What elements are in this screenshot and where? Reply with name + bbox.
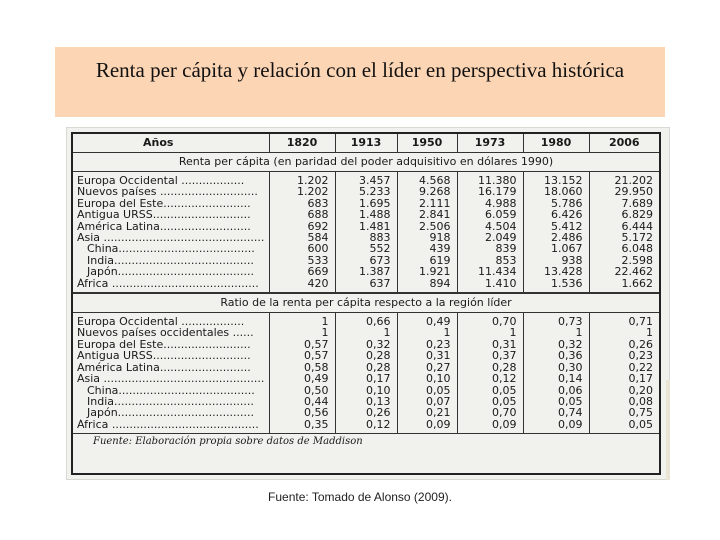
cell-value: 673 [335, 255, 397, 266]
table-row [73, 327, 659, 338]
table-row [73, 396, 659, 407]
cell-value: 5.172 [589, 232, 659, 243]
cell-value: 0,73 [523, 313, 589, 328]
cell-value: 4.568 [397, 172, 457, 187]
cell-value: 4.504 [457, 221, 523, 232]
cell-value: 0,28 [335, 350, 397, 361]
footnote-row [73, 434, 659, 451]
cell-value: 1 [589, 327, 659, 338]
cell-value: 1 [335, 327, 397, 338]
cell-value: 0,09 [397, 419, 457, 434]
table-row [73, 232, 659, 243]
cell-value: 0,75 [589, 407, 659, 418]
cell-value: 0,06 [523, 385, 589, 396]
cell-value: 0,36 [523, 350, 589, 361]
row-label: África .......................................... [73, 278, 269, 293]
cell-value: 0,70 [457, 407, 523, 418]
cell-value: 938 [523, 255, 589, 266]
cell-value: 29.950 [589, 186, 659, 197]
cell-value: 18.060 [523, 186, 589, 197]
row-label: América Latina.......................... [77, 361, 251, 374]
cell-value: 918 [397, 232, 457, 243]
year-header: 2006 [589, 134, 659, 153]
cell-value: 21.202 [589, 172, 659, 187]
cell-value: 0,28 [335, 362, 397, 373]
cell-value: 6.829 [589, 209, 659, 220]
cell-value: 1.536 [523, 278, 589, 293]
cell-value: 0,31 [457, 339, 523, 350]
table-row [73, 419, 659, 434]
cell-value: 1.695 [335, 198, 397, 209]
row-label: Nuevos países ............................ [77, 186, 258, 198]
cell-value: 2.506 [397, 221, 457, 232]
year-header: 1913 [335, 134, 397, 153]
cell-value: 0,58 [269, 362, 335, 373]
income-table [73, 134, 659, 450]
table-row [73, 186, 659, 197]
cell-value: 0,37 [457, 350, 523, 361]
cell-value: 6.426 [523, 209, 589, 220]
cell-value: 0,08 [589, 396, 659, 407]
row-label: Asia .............................................. [77, 232, 265, 244]
table-row [73, 243, 659, 254]
cell-value: 0,35 [269, 419, 335, 434]
cell-value: 0,17 [335, 373, 397, 384]
cell-value: 683 [269, 198, 335, 209]
cell-value: 4.988 [457, 198, 523, 209]
cell-value: 1.387 [335, 266, 397, 277]
cell-value: 692 [269, 221, 335, 232]
table-row [73, 407, 659, 418]
cell-value: 0,66 [335, 313, 397, 328]
cell-value: 0,05 [457, 385, 523, 396]
cell-value: 1.481 [335, 221, 397, 232]
table-frame [71, 132, 661, 475]
cell-value: 883 [335, 232, 397, 243]
cell-value: 552 [335, 243, 397, 254]
scanned-table-image [66, 127, 670, 480]
cell-value: 7.689 [589, 198, 659, 209]
cell-value: 619 [397, 255, 457, 266]
cell-value: 1.067 [523, 243, 589, 254]
cell-value: 0,23 [589, 350, 659, 361]
cell-value: 0,05 [523, 396, 589, 407]
cell-value: 0,70 [457, 313, 523, 328]
cell-value: 600 [269, 243, 335, 254]
row-label: Europa del Este......................... [77, 338, 251, 351]
table-row [73, 209, 659, 220]
cell-value: 13.152 [523, 172, 589, 187]
cell-value: 0,27 [397, 362, 457, 373]
cell-value: 1.662 [589, 278, 659, 293]
cell-value: 839 [457, 243, 523, 254]
cell-value: 0,09 [457, 419, 523, 434]
cell-value: 0,31 [397, 350, 457, 361]
section-title-row [73, 153, 659, 172]
year-header: 1820 [269, 134, 335, 153]
cell-value: 0,44 [269, 396, 335, 407]
cell-value: 1.202 [269, 172, 335, 187]
table-row [73, 385, 659, 396]
year-header: 1980 [523, 134, 589, 153]
table-row [73, 313, 659, 328]
cell-value: 13.428 [523, 266, 589, 277]
cell-value: 1.488 [335, 209, 397, 220]
cell-value: 0,12 [457, 373, 523, 384]
row-label: Antigua URSS............................ [77, 209, 251, 221]
cell-value: 6.048 [589, 243, 659, 254]
cell-value: 0,21 [397, 407, 457, 418]
section-title-row [73, 293, 659, 313]
cell-value: 1 [269, 313, 335, 328]
table-row [73, 255, 659, 266]
row-label: India........................................ [87, 395, 254, 408]
cell-value: 0,20 [589, 385, 659, 396]
table-row [73, 266, 659, 277]
row-label: China....................................... [87, 384, 255, 396]
section1-title: Renta per cápita (en paridad del poder adquisitivo en dólares 1990) [73, 153, 659, 172]
row-label: Europa Occidental .................. [77, 174, 245, 187]
row-label: Nuevos países occidentales ...... [77, 327, 254, 339]
cell-value: 5.786 [523, 198, 589, 209]
cell-value: 0,22 [589, 362, 659, 373]
cell-value: 0,05 [589, 419, 659, 434]
cell-value: 0,05 [457, 396, 523, 407]
cell-value: 669 [269, 266, 335, 277]
cell-value: 0,57 [269, 350, 335, 361]
cell-value: 0,17 [589, 373, 659, 384]
cell-value: 0,71 [589, 313, 659, 328]
cell-value: 11.380 [457, 172, 523, 187]
cell-value: 0,26 [589, 339, 659, 350]
cell-value: 420 [269, 278, 335, 293]
cell-value: 2.111 [397, 198, 457, 209]
row-label: Europa Occidental .................. [77, 315, 245, 328]
row-label: Japón....................................... [87, 407, 255, 419]
cell-value: 1 [523, 327, 589, 338]
cell-value: 0,14 [523, 373, 589, 384]
cell-value: 637 [335, 278, 397, 293]
cell-value: 3.457 [335, 172, 397, 187]
cell-value: 5.233 [335, 186, 397, 197]
cell-value: 853 [457, 255, 523, 266]
year-header: 1950 [397, 134, 457, 153]
cell-value: 439 [397, 243, 457, 254]
table-row [73, 172, 659, 187]
years-header-label: Años [73, 134, 269, 153]
cell-value: 2.486 [523, 232, 589, 243]
table-footnote: Fuente: Elaboración propia sobre datos de Maddison [93, 436, 363, 448]
section2-title: Ratio de la renta per cápita respecto a la región líder [73, 293, 659, 313]
cell-value: 0,28 [457, 362, 523, 373]
cell-value: 1 [269, 327, 335, 338]
cell-value: 0,49 [397, 313, 457, 328]
cell-value: 0,56 [269, 407, 335, 418]
cell-value: 11.434 [457, 266, 523, 277]
table-row [73, 339, 659, 350]
cell-value: 0,49 [269, 373, 335, 384]
row-label: India........................................ [87, 254, 254, 267]
table-row [73, 350, 659, 361]
cell-value: 1 [457, 327, 523, 338]
cell-value: 6.059 [457, 209, 523, 220]
slide-title: Renta per cápita y relación con el líder en perspectiva histórica [55, 47, 665, 117]
cell-value: 688 [269, 209, 335, 220]
row-label: China....................................... [87, 243, 255, 255]
table-row [73, 198, 659, 209]
year-header: 1973 [457, 134, 523, 153]
cell-value: 0,07 [397, 396, 457, 407]
cell-value: 16.179 [457, 186, 523, 197]
cell-value: 9.268 [397, 186, 457, 197]
row-label: Europa del Este......................... [77, 197, 251, 210]
cell-value: 0,10 [397, 373, 457, 384]
cell-value: 2.598 [589, 255, 659, 266]
cell-value: 2.049 [457, 232, 523, 243]
cell-value: 0,13 [335, 396, 397, 407]
row-label: Japón....................................... [87, 266, 255, 278]
cell-value: 584 [269, 232, 335, 243]
table-header-row [73, 134, 659, 153]
scan-edge-artifact [666, 380, 670, 480]
cell-value: 0,30 [523, 362, 589, 373]
cell-value: 894 [397, 278, 457, 293]
cell-value: 0,57 [269, 339, 335, 350]
table-row [73, 373, 659, 384]
cell-value: 0,23 [397, 339, 457, 350]
table-row [73, 362, 659, 373]
cell-value: 5.412 [523, 221, 589, 232]
cell-value: 22.462 [589, 266, 659, 277]
cell-value: 2.841 [397, 209, 457, 220]
cell-value: 0,10 [335, 385, 397, 396]
table-row [73, 278, 659, 293]
row-label: Antigua URSS............................ [77, 350, 251, 362]
cell-value: 1.202 [269, 186, 335, 197]
cell-value: 1.410 [457, 278, 523, 293]
row-label: Asia .............................................. [77, 373, 265, 385]
cell-value: 0,26 [335, 407, 397, 418]
cell-value: 0,32 [523, 339, 589, 350]
row-label: África .......................................... [73, 419, 269, 434]
cell-value: 0,32 [335, 339, 397, 350]
cell-value: 0,74 [523, 407, 589, 418]
cell-value: 0,12 [335, 419, 397, 434]
cell-value: 533 [269, 255, 335, 266]
table-row [73, 221, 659, 232]
cell-value: 0,50 [269, 385, 335, 396]
cell-value: 1 [397, 327, 457, 338]
cell-value: 0,09 [523, 419, 589, 434]
source-caption: Fuente: Tomado de Alonso (2009). [268, 490, 452, 504]
cell-value: 1.921 [397, 266, 457, 277]
row-label: América Latina.......................... [77, 220, 251, 233]
cell-value: 6.444 [589, 221, 659, 232]
cell-value: 0,05 [397, 385, 457, 396]
